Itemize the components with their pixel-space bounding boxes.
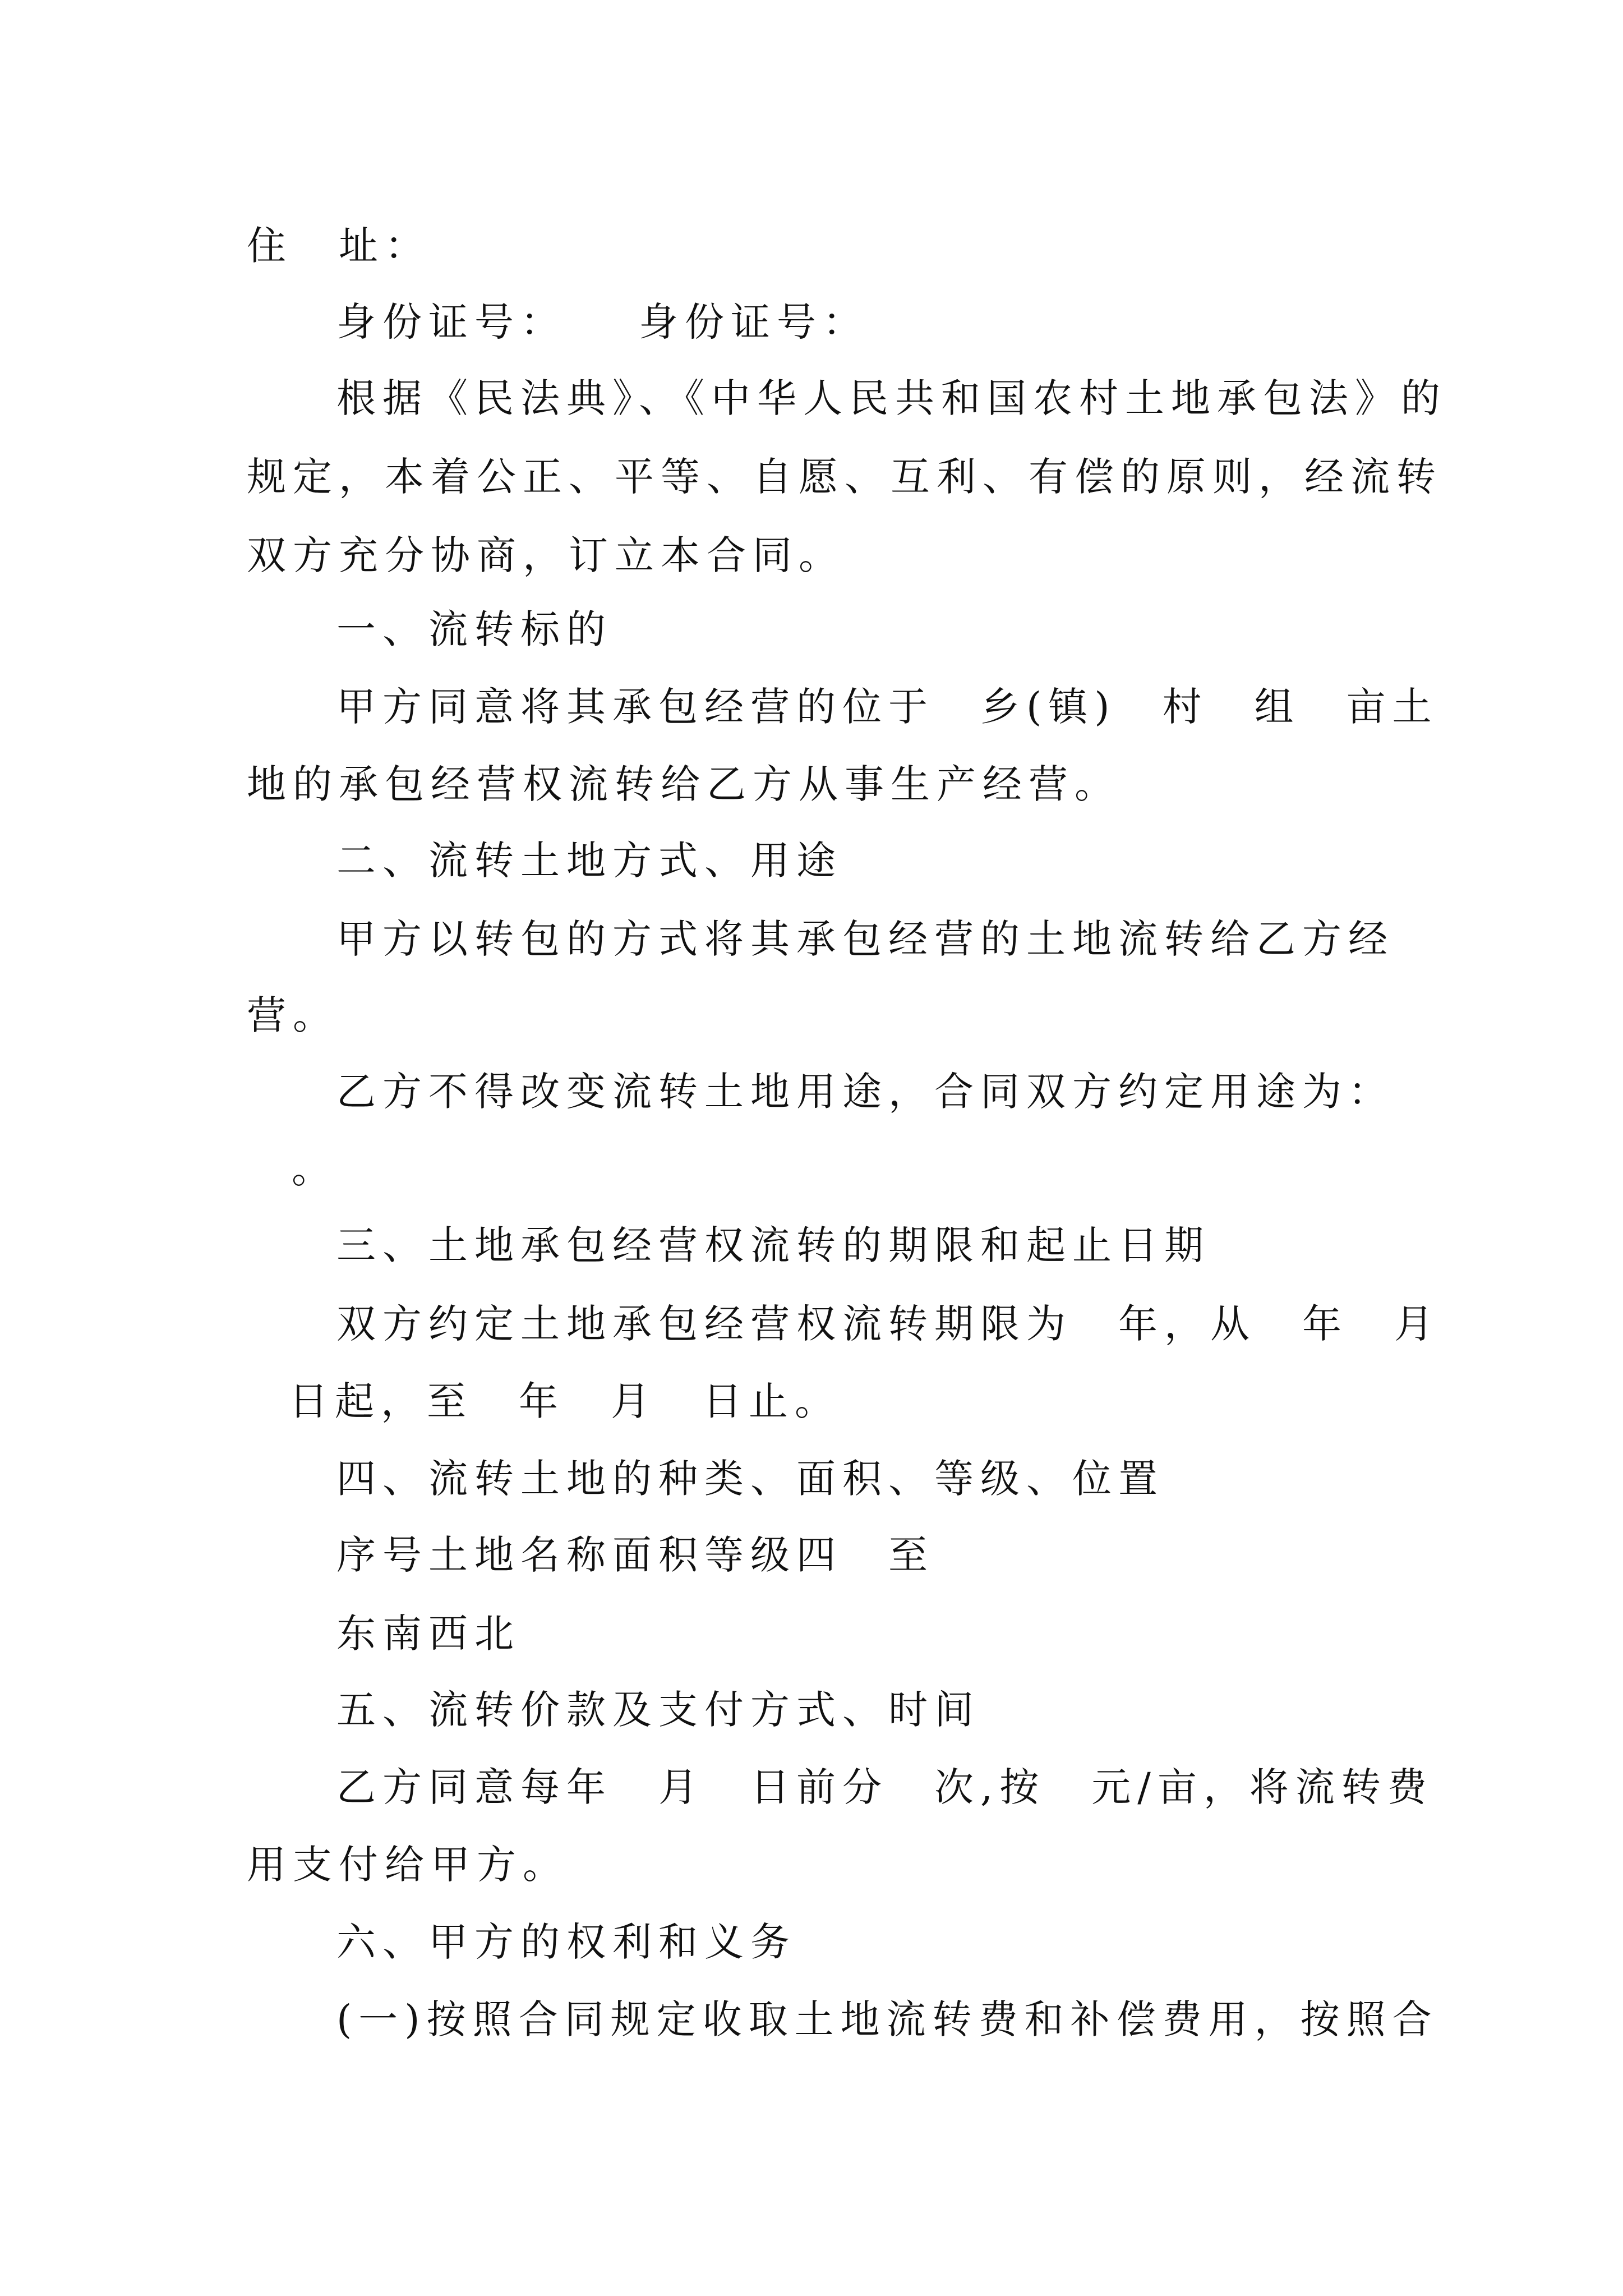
section-heading-1: 一、流转标的 xyxy=(336,606,612,652)
section-1-line-1: 甲方同意将其承包经营的位于 乡(镇) 村 组 亩土 xyxy=(336,684,1438,730)
section-1-line-2: 地的承包经营权流转给乙方从事生产经营。 xyxy=(247,761,1121,807)
section-5-line-1: 乙方同意每年 月 日前分 次,按 元/亩，将流转费 xyxy=(336,1764,1433,1810)
section-3-line-2: 日起，至 年 月 日止。 xyxy=(289,1378,841,1424)
preamble-line-1: 根据《民法典》、《中华人民共和国农村土地承包法》的 xyxy=(336,375,1447,421)
section-6-line-1: (一)按照合同规定收取土地流转费和补偿费用，按照合 xyxy=(336,1996,1438,2042)
section-heading-4: 四、流转土地的种类、面积、等级、位置 xyxy=(336,1456,1164,1502)
section-2-line-4: 。 xyxy=(292,1146,338,1192)
section-2-line-3: 乙方不得改变流转土地用途，合同双方约定用途为： xyxy=(336,1069,1394,1115)
address-line: 住 址： xyxy=(247,223,431,269)
land-table-header: 序号土地名称面积等级四 至 xyxy=(336,1532,934,1578)
land-table-subheader: 东南西北 xyxy=(336,1611,520,1657)
section-2-line-2: 营。 xyxy=(247,992,339,1038)
section-5-line-2: 用支付给甲方。 xyxy=(247,1842,569,1888)
preamble-line-3: 双方充分协商，订立本合同。 xyxy=(247,532,845,578)
section-heading-2: 二、流转土地方式、用途 xyxy=(336,838,842,884)
section-heading-6: 六、甲方的权利和义务 xyxy=(336,1919,796,1965)
id-number-line: 身份证号： 身份证号： xyxy=(336,299,869,345)
section-3-line-1: 双方约定土地承包经营权流转期限为 年，从 年 月 xyxy=(336,1301,1440,1347)
section-heading-3: 三、土地承包经营权流转的期限和起止日期 xyxy=(336,1222,1210,1268)
section-heading-5: 五、流转价款及支付方式、时间 xyxy=(336,1687,980,1733)
section-2-line-1: 甲方以转包的方式将其承包经营的土地流转给乙方经 xyxy=(336,916,1394,962)
preamble-line-2: 规定，本着公正、平等、自愿、互利、有偿的原则，经流转 xyxy=(247,454,1442,500)
